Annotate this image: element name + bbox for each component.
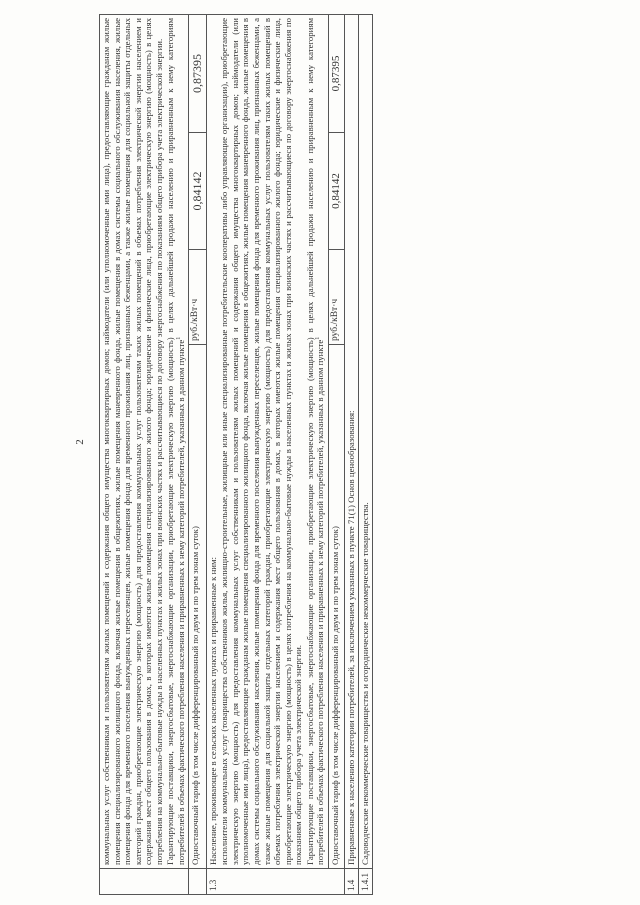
tariff-value-2: 0,87395: [328, 14, 344, 132]
continuation-paragraph: коммунальных услуг собственникам и пользователям жилых помещений и содержания общего имущества многоквартирных домов; наймодатели (или уполномоченные ими лица), предоставляющие гражданам жилые помещения специализированного жилищного фонда, включая жилые помещения в общежитиях, жилые помещения маневренного фонда, жилые помещения в домах системы социального обслуживания населения, жилые помещения фонда для временного поселения вынужденных переселенцев, жилые помещения фонда для временного проживания лиц, признанных беженцами, а также жилые помещения для социальной защиты отдельных категорий граждан, приобретающие электрическую энергию (мощность) для предоставления коммунальных услуг пользователям таких жилых помещений в объемах потребления электрической энергии населением и содержания мест общего пользования в домах, в которых имеются жилые помещения специализированного жилого фонда; юридические и физические лица, приобретающие электрическую энергию (мощность) в целях потребления на коммунально-бытовые нужды в населенных пунктах и жилых зонах при воинских частях и рассчитывающиеся по договору энергоснабжения по показаниям общего прибора учета электрической энергии.: [101, 17, 164, 865]
unit-cell: руб./кВт·ч: [328, 250, 344, 345]
row-paragraph: исполнители коммунальных услуг (товарищества собственников жилья, жилищно-строительные, жилищные или иные специализированные потребительские кооперативы либо управляющие организации), приобретающие электрическую энергию (мощность) для предоставления коммунальных услуг собственникам и пользователям жилых помещений и содержания общего имущества многоквартирных домов; наймодатели (или уполномоченные ими лица), предоставляющие гражданам жилые помещения специализированного жилищного фонда, включая жилые помещения в общежитиях, жилые помещения маневренного фонда, жилые помещения в домах системы социального обслуживания населения, жилые помещения фонда для временного поселения вынужденных переселенцев, жилые помещения фонда для временного проживания лиц, признанных беженцами, а также жилые помещения для социальной защиты отдельных категорий граждан, приобретающие электрическую энергию (мощность) для предоставления коммунальных услуг пользователям таких жилых помещений в объемах потребления электрической энергии населением и содержания мест общего пользования в домах, в которых имеются жилые помещения специализированного жилого фонда; юридические и физические лица, приобретающие электрическую энергию (мощность) в целях потребления на коммунально-бытовые нужды в населенных пунктах и жилых зонах при воинских частях и рассчитывающиеся по договору энергоснабжения по показаниям общего прибора учета электрической энергии.: [219, 17, 304, 865]
description-cell: [206, 14, 328, 868]
guarantee-paragraph: Гарантирующие поставщики, энергосбытовые, энергоснабжающие организации, приобретающие электрическую энергию (мощность) в целях дальнейшей продажи населению и приравненным к нему категориям потребителей в объемах фактического потребления населения и приравненных к нему категорий потребителей, указанных в данном пункте$^1$: [304, 17, 326, 865]
row-number-1-3: 1.3: [206, 869, 344, 895]
page-number: 2: [74, 439, 86, 445]
row-number-1-4: 1.4: [344, 869, 358, 895]
description-cell: [100, 14, 189, 868]
table-row: [100, 14, 189, 894]
table-row: [206, 14, 328, 894]
row-number-1-4-1: 1.4.1: [358, 869, 372, 895]
table-row: [328, 14, 344, 894]
row-number-cell: [100, 869, 189, 895]
tariff-value-2: 0,87395: [189, 14, 206, 132]
description-cell: Приравненные к населению категории потребителей, за исключением указанных в пункте 71(1) Основ ценообразования:: [344, 14, 358, 868]
tariff-table: [99, 14, 373, 895]
table-row: [344, 14, 358, 894]
tariff-label: Одноставочный тариф (в том числе дифференцированный по двум и по трем зонам суток): [189, 345, 206, 869]
table-row: [189, 14, 206, 894]
description-cell: Садоводческие некоммерческие товарищества и огороднические некоммерческие товарищества.: [358, 14, 372, 868]
row-title: Население, проживающее в сельских населенных пунктах и приравненные к ним:: [207, 557, 218, 865]
tariff-table-rotated: [99, 15, 575, 895]
table-row: [358, 14, 372, 894]
tariff-value-1: 0,84142: [189, 133, 206, 250]
unit-cell: руб./кВт·ч: [189, 250, 206, 345]
guarantee-paragraph: Гарантирующие поставщики, энергосбытовые, энергоснабжающие организации, приобретающие электрическую энергию (мощность) в целях дальнейшей продажи населению и приравненным к нему категориям потребителей в объемах фактического потребления населения и приравненных к нему категорий потребителей, указанных в данном пункте$^1$: [165, 17, 186, 865]
row-number-cell: [189, 869, 206, 895]
tariff-label: Одноставочный тариф (в том числе дифференцированный по двум и по трем зонам суток): [328, 345, 344, 869]
tariff-value-1: 0,84142: [328, 133, 344, 250]
